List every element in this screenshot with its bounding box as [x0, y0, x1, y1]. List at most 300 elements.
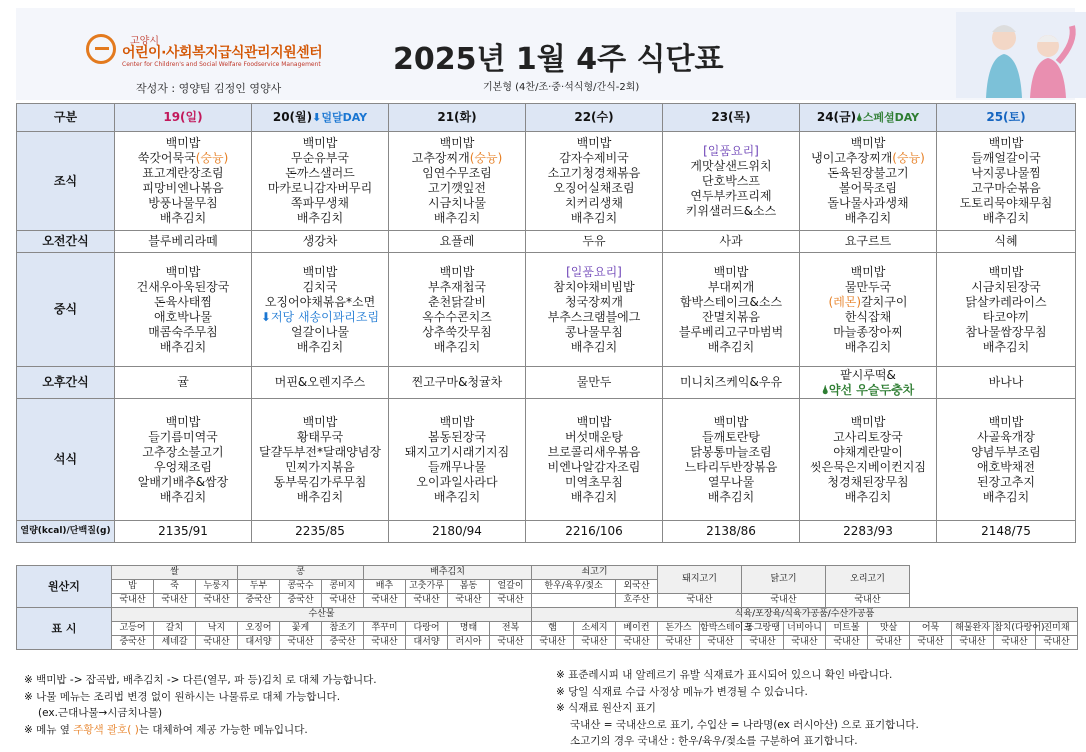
logo-mark-icon: [86, 34, 116, 64]
menu-item: 백미밥: [302, 264, 338, 279]
menu-cell: [115, 399, 252, 521]
menu-item: 백미밥: [576, 136, 612, 150]
note-beef-rule: 소고기의 경우 국내산 : 한우/육우/젖소를 구분하여 표기합니다.: [570, 735, 858, 747]
page-title: 2025년 1월 4주 식단표: [393, 42, 724, 77]
day-header: [800, 104, 937, 132]
menu-item: 쑥갓어묵국(숭늉): [137, 151, 229, 165]
menu-item: 방풍나물무침: [148, 196, 218, 210]
menu-cell: [663, 399, 800, 521]
menu-item: 돌나물사과생채: [827, 196, 909, 210]
menu-item: 한식잡채: [844, 309, 892, 324]
origin-value: 국내산: [154, 594, 196, 608]
menu-cell: [252, 231, 389, 253]
day-label: 22(수): [574, 110, 614, 124]
menu-cell: [115, 231, 252, 253]
origin-item: 함박스테이크: [700, 622, 742, 636]
menu-item: 블루베리라떼: [148, 234, 218, 248]
menu-table: [16, 103, 1076, 543]
menu-item: [일품요리]: [566, 264, 622, 279]
menu-cell: [937, 253, 1076, 367]
menu-item: 2148/75: [981, 524, 1031, 538]
menu-cell: [389, 231, 526, 253]
meal-category: 조식: [17, 132, 115, 231]
menu-cell: [115, 521, 252, 543]
menu-cell: [252, 399, 389, 521]
menu-item: 2216/106: [565, 524, 623, 538]
logo-name: 어린이·사회복지급식관리지원센터: [122, 45, 323, 61]
menu-item: 백미밥: [576, 414, 612, 429]
menu-item: 배추김치: [296, 489, 344, 504]
menu-cell: [389, 521, 526, 543]
origin-label-line1: 원산지: [48, 580, 80, 593]
menu-cell: [663, 132, 800, 231]
menu-item: 황태무국: [296, 429, 344, 444]
menu-item: 백미밥: [713, 414, 749, 429]
menu-item: 배추김치: [570, 339, 618, 354]
menu-item: 미니치즈케익&우유: [679, 375, 783, 389]
menu-cell: [115, 132, 252, 231]
menu-cell: [526, 367, 663, 399]
note-orange-suffix: 는 대체하여 제공 가능한 메뉴입니다.: [138, 723, 308, 736]
note-namul-example: (ex.근대나물→시금치나물): [38, 707, 163, 719]
menu-item: 식혜: [994, 234, 1018, 248]
origin-value: 국내산: [868, 636, 910, 650]
note-origin-title: ※ 식재료 원산지 표기: [556, 702, 656, 714]
menu-item: 돈육된장불고기: [827, 166, 909, 180]
origin-item: 미트볼: [826, 622, 868, 636]
day-badge: 🌢스페셜DAY: [856, 111, 920, 124]
menu-item: 오징어실채조림: [553, 181, 635, 195]
menu-cell: [800, 132, 937, 231]
note-origin-rule: 국내산 = 국내산으로 표기, 수입산 = 나라명(ex 러시아산) 으로 표기합니다.: [570, 718, 919, 731]
menu-item: 고추장소불고기: [142, 444, 224, 459]
day-header: [663, 104, 800, 132]
menu-item: 배추김치: [707, 489, 755, 504]
origin-value: 국내산: [910, 636, 952, 650]
origin-value: 국내산: [742, 636, 784, 650]
origin-group: 쇠고기: [532, 566, 658, 580]
origin-label: [17, 566, 112, 608]
note-menu-change: ※ 당일 식재료 수급 사정상 메뉴가 변경될 수 있습니다.: [556, 685, 808, 698]
menu-item: 들기름미역국: [148, 429, 218, 444]
menu-item: 오이과일사라다: [416, 474, 498, 489]
origin-value: 세네갈: [154, 636, 196, 650]
menu-item: 양념두부조림: [971, 444, 1041, 459]
origin-item: 참치(다랑어): [994, 622, 1036, 636]
origin-label-line2: 표 시: [51, 622, 77, 635]
menu-cell: [389, 253, 526, 367]
menu-item: 마늘종장아찌: [833, 324, 903, 339]
menu-item: 요구르트: [844, 234, 892, 248]
menu-item: 부대찌개: [707, 279, 755, 294]
origin-value: 국내산: [448, 594, 490, 608]
elderly-couple-illustration-icon: [956, 12, 1086, 98]
menu-item: 애호박나물: [154, 309, 212, 324]
origin-item: 너비아니: [784, 622, 826, 636]
menu-item: 찐고구마&청귤차: [411, 375, 503, 389]
page-subtitle: 기본형 (4찬/조·중·석식형/간식-2회): [483, 82, 640, 93]
menu-item: 민찌가지볶음: [285, 459, 355, 474]
origin-value: 국내산: [658, 636, 700, 650]
menu-cell: [800, 399, 937, 521]
menu-item: 잔멸치볶음: [702, 309, 760, 324]
origin-item: 오징어: [238, 622, 280, 636]
menu-item: 피망비엔나볶음: [142, 181, 224, 195]
menu-cell: [937, 367, 1076, 399]
origin-item: 봄동: [448, 580, 490, 594]
menu-cell: [389, 132, 526, 231]
meal-category: 열량(kcal)/단백질(g): [17, 521, 115, 543]
note-orange-highlight: 주황색 괄호( ): [73, 723, 139, 736]
menu-cell: [115, 253, 252, 367]
menu-item: 바나나: [988, 375, 1024, 389]
origin-item: 진미채: [1036, 622, 1078, 636]
menu-item: 백미밥: [302, 136, 338, 150]
menu-item: 백미밥: [850, 136, 886, 150]
origin-item: 꽃게: [280, 622, 322, 636]
menu-item: 버섯매운탕: [565, 429, 623, 444]
menu-item: (레몬)갈치구이: [828, 294, 908, 309]
menu-item: 배추김치: [159, 489, 207, 504]
meal-category: 오전간식: [17, 231, 115, 253]
menu-item: 동부묵김가루무침: [273, 474, 367, 489]
meal-category: 중식: [17, 253, 115, 367]
origin-item: 누룽지: [196, 580, 238, 594]
menu-item: 머핀&오렌지주스: [274, 375, 366, 389]
origin-group: 배추김치: [364, 566, 532, 580]
menu-item: 참나물쌈장무침: [965, 324, 1047, 339]
origin-item: 햄: [532, 622, 574, 636]
origin-item: 해물완자: [952, 622, 994, 636]
processed-title: 식육/포장육/식육가공품/수산가공품: [532, 608, 1078, 622]
origin-value: 국내산: [952, 636, 994, 650]
note-orange-prefix: ※ 메뉴 옆: [24, 723, 74, 736]
menu-item: 매콤숙주무침: [148, 324, 218, 339]
origin-group: 돼지고기: [658, 566, 742, 594]
origin-label-2: [17, 608, 112, 650]
menu-cell: [663, 521, 800, 543]
menu-cell: [115, 367, 252, 399]
menu-cell: [663, 231, 800, 253]
menu-cell: [800, 521, 937, 543]
meal-category: 석식: [17, 399, 115, 521]
origin-value: 중국산: [280, 594, 322, 608]
note-rice-substitute: ※ 백미밥 -> 잡곡밥, 배추김치 -> 다른(열무, 파 등)김치 로 대체 가능합니다.: [24, 674, 377, 686]
menu-item: 🌢약선 우슬두충차: [821, 382, 915, 397]
menu-item: 마카로니감자버무리: [267, 181, 373, 195]
origin-group: 닭고기: [742, 566, 826, 594]
logo-city: 고양시: [130, 36, 159, 47]
menu-item: 2180/94: [432, 524, 482, 538]
origin-group: 쌀: [112, 566, 238, 580]
menu-item: 2135/91: [158, 524, 208, 538]
menu-item: 물만두: [576, 375, 612, 389]
origin-value: 국내산: [532, 636, 574, 650]
origin-group: 콩: [238, 566, 364, 580]
menu-item: 브로콜리새우볶음: [547, 444, 641, 459]
menu-cell: [663, 253, 800, 367]
origin-item: 콩국수: [280, 580, 322, 594]
origin-value: 국내산: [658, 594, 742, 608]
menu-cell: [937, 132, 1076, 231]
menu-item: 냉이고추장찌개(숭늉): [811, 151, 925, 165]
origin-value: 국내산: [322, 594, 364, 608]
menu-item: 백미밥: [165, 136, 201, 150]
menu-item: [일품요리]: [703, 143, 759, 158]
menu-item: 애호박채전: [977, 459, 1035, 474]
menu-cell: [526, 521, 663, 543]
menu-item: 생강차: [302, 234, 338, 248]
menu-item: 배추김치: [296, 211, 344, 225]
menu-item: 배추김치: [707, 339, 755, 354]
menu-cell: [937, 521, 1076, 543]
menu-item: 임연수무조림: [422, 166, 492, 180]
origin-item: 배추: [364, 580, 406, 594]
menu-cell: [526, 231, 663, 253]
menu-item: 고구마순볶음: [971, 181, 1041, 195]
menu-item: 알배기배추&쌈장: [137, 474, 229, 489]
menu-item: 청국장찌개: [565, 294, 623, 309]
menu-item: 표고계란장조림: [142, 166, 224, 180]
origin-value: 중국산: [322, 636, 364, 650]
origin-item: 동그랑땡: [742, 622, 784, 636]
origin-value: 국내산: [826, 636, 868, 650]
menu-item: ⬇저당 새송이꽈리조림: [260, 309, 380, 324]
menu-item: 백미밥: [439, 264, 475, 279]
origin-value: 국내산: [574, 636, 616, 650]
menu-item: 돼지고기시래기지짐: [404, 444, 510, 459]
menu-item: 백미밥: [850, 264, 886, 279]
origin-item: 명태: [448, 622, 490, 636]
menu-item: 낙지콩나물찜: [971, 166, 1041, 180]
menu-item: 배추김치: [844, 489, 892, 504]
origin-value: 국내산: [280, 636, 322, 650]
seafood-title: 수산물: [112, 608, 532, 622]
menu-item: 단호박스프: [702, 173, 760, 188]
menu-item: 봄동된장국: [428, 429, 486, 444]
note-allergy: ※ 표준레시피 내 알레르기 유발 식재료가 표시되어 있으니 확인 바랍니다.: [556, 669, 893, 681]
menu-item: 백미밥: [713, 264, 749, 279]
menu-cell: [526, 399, 663, 521]
origin-value: 국내산: [490, 636, 532, 650]
menu-item: 옥수수콘치즈: [422, 309, 492, 324]
origin-item: 외국산: [616, 580, 658, 594]
center-logo: [86, 30, 346, 80]
menu-cell: [389, 367, 526, 399]
origin-value: 국내산: [1036, 636, 1078, 650]
menu-cell: [252, 521, 389, 543]
menu-item: 춘천닭갈비: [428, 294, 486, 309]
day-header: [937, 104, 1076, 132]
menu-item: 감자수제비국: [559, 151, 629, 165]
menu-item: 팥시루떡&: [840, 367, 896, 382]
day-badge: ⬇덜달DAY: [312, 111, 368, 124]
day-label: 23(목): [711, 110, 751, 124]
origin-value: 러시아: [448, 636, 490, 650]
day-header: [252, 104, 389, 132]
menu-item: 배추김치: [844, 339, 892, 354]
menu-item: 돈육사태찜: [154, 294, 212, 309]
menu-item: 고추장찌개(숭늉): [411, 151, 503, 165]
menu-item: 배추김치: [844, 211, 892, 225]
note-namul-substitute: ※ 나물 메뉴는 조리법 변경 없이 원하시는 나물류로 대체 가능합니다.: [24, 690, 341, 703]
origin-value: 국내산: [784, 636, 826, 650]
menu-item: 연두부카프리제: [690, 188, 772, 203]
menu-item: 함박스테이크&소스: [679, 294, 783, 309]
menu-item: 두유: [582, 234, 606, 248]
menu-item: 상추쑥갓무침: [422, 324, 492, 339]
menu-item: 참치야채비빔밥: [553, 279, 635, 294]
day-header: [526, 104, 663, 132]
origin-item: 돈가스: [658, 622, 700, 636]
menu-item: 건새우아욱된장국: [136, 279, 230, 294]
origin-item: 맛살: [868, 622, 910, 636]
corner-header: 구분: [17, 104, 115, 132]
notes-left: [24, 672, 377, 738]
origin-value: 국내산: [112, 594, 154, 608]
menu-cell: [526, 132, 663, 231]
menu-item: 김치국: [302, 279, 338, 294]
day-label: 24(금): [816, 110, 857, 124]
menu-item: 백미밥: [165, 414, 201, 429]
menu-item: 청경채된장무침: [827, 474, 909, 489]
menu-item: 들깨무나물: [428, 459, 486, 474]
menu-item: 고사리토장국: [833, 429, 903, 444]
origin-item: 얼갈이: [490, 580, 532, 594]
origin-value: 국내산: [994, 636, 1036, 650]
origin-table: [16, 565, 1078, 650]
logo-english: Center for Children's and Social Welfare Foodservice Management: [122, 61, 321, 68]
menu-item: 소고기청경채볶음: [547, 166, 641, 180]
menu-item: 돈까스샐러드: [285, 166, 355, 180]
menu-cell: [252, 367, 389, 399]
menu-item: 배추김치: [433, 339, 481, 354]
menu-item: 도토리묵야채무침: [959, 196, 1053, 210]
origin-value: 국내산: [364, 594, 406, 608]
day-label: 25(토): [986, 110, 1026, 124]
menu-item: 들깨얼갈이국: [971, 151, 1041, 165]
note-orange-bracket: [24, 722, 377, 739]
menu-item: 백미밥: [850, 414, 886, 429]
menu-item: 백미밥: [439, 414, 475, 429]
menu-item: 배추김치: [982, 489, 1030, 504]
meal-category: 오후간식: [17, 367, 115, 399]
origin-item: 낙지: [196, 622, 238, 636]
origin-value: 국내산: [196, 636, 238, 650]
menu-item: 배추김치: [982, 339, 1030, 354]
origin-item: 갈치: [154, 622, 196, 636]
menu-cell: [800, 231, 937, 253]
menu-item: 사골육개장: [977, 429, 1035, 444]
menu-cell: [937, 399, 1076, 521]
origin-value: 대서양: [406, 636, 448, 650]
menu-item: 부추스크램블에그: [547, 309, 641, 324]
menu-item: 백미밥: [439, 136, 475, 150]
day-header: [389, 104, 526, 132]
origin-value: 국내산: [406, 594, 448, 608]
menu-item: 무순유부국: [291, 151, 349, 165]
menu-item: 부추재첩국: [428, 279, 486, 294]
menu-item: 백미밥: [302, 414, 338, 429]
menu-item: 시금치나물: [428, 196, 486, 210]
menu-item: 닭봉통마늘조림: [690, 444, 772, 459]
menu-item: 오징어야채볶음*소면: [264, 294, 376, 309]
menu-item: 시금치된장국: [971, 279, 1041, 294]
menu-item: 달걀두부전*달래양념장: [259, 444, 381, 459]
day-label: 20(월): [272, 110, 313, 124]
menu-item: 물만두국: [844, 279, 892, 294]
menu-item: 닭살카레라이스: [965, 294, 1047, 309]
menu-item: 비엔나알감자조림: [547, 459, 641, 474]
origin-item: 참조기: [322, 622, 364, 636]
origin-value: 국내산: [364, 636, 406, 650]
origin-item: 고등어: [112, 622, 154, 636]
menu-cell: [663, 367, 800, 399]
origin-value: 중국산: [238, 594, 280, 608]
origin-value: 국내산: [490, 594, 532, 608]
menu-item: 블루베리고구마범벅: [678, 324, 784, 339]
origin-value: 호주산: [616, 594, 658, 608]
origin-value: 대서양: [238, 636, 280, 650]
menu-item: 쪽파무생채: [291, 196, 349, 210]
origin-item: 다랑어: [406, 622, 448, 636]
menu-cell: [252, 253, 389, 367]
origin-group: 오리고기: [826, 566, 910, 594]
menu-item: 타코야끼: [982, 309, 1030, 324]
menu-item: 배추김치: [433, 489, 481, 504]
menu-item: 2235/85: [295, 524, 345, 538]
menu-cell: [389, 399, 526, 521]
author: 작성자 : 영양팀 김정인 영양사: [136, 82, 282, 95]
origin-value: 국내산: [742, 594, 826, 608]
menu-item: 백미밥: [165, 264, 201, 279]
origin-value: 국내산: [826, 594, 910, 608]
menu-item: 배추김치: [570, 489, 618, 504]
menu-item: 느타리두반장볶음: [684, 459, 778, 474]
origin-item: 죽: [154, 580, 196, 594]
menu-item: 고기깻잎전: [428, 181, 486, 195]
menu-item: 우엉채조림: [154, 459, 212, 474]
day-label: 19(일): [163, 110, 203, 124]
menu-item: 배추김치: [159, 211, 207, 225]
origin-item: 전복: [490, 622, 532, 636]
menu-item: 얼갈이나물: [291, 324, 349, 339]
menu-item: 배추김치: [433, 211, 481, 225]
menu-item: 열무나물: [707, 474, 755, 489]
menu-item: 배추김치: [982, 211, 1030, 225]
menu-item: 배추김치: [296, 339, 344, 354]
menu-item: 배추김치: [159, 339, 207, 354]
origin-item: 쭈꾸미: [364, 622, 406, 636]
menu-item: 치커리생채: [565, 196, 623, 210]
origin-item: 소세지: [574, 622, 616, 636]
menu-item: 2138/86: [706, 524, 756, 538]
menu-cell: [937, 231, 1076, 253]
origin-item: 밥: [112, 580, 154, 594]
origin-item: 어묵: [910, 622, 952, 636]
menu-item: 야채계란말이: [833, 444, 903, 459]
menu-item: 요플레: [439, 234, 475, 248]
origin-value: 중국산: [112, 636, 154, 650]
menu-item: 씻은묵은지베이컨지짐: [810, 459, 926, 474]
header: [16, 8, 1075, 100]
menu-item: 백미밥: [988, 414, 1024, 429]
notes-right: [556, 667, 919, 750]
origin-item: 두부: [238, 580, 280, 594]
menu-item: 들깨토란탕: [702, 429, 760, 444]
origin-item: 한우/육우/젖소: [532, 580, 616, 594]
day-header: [115, 104, 252, 132]
